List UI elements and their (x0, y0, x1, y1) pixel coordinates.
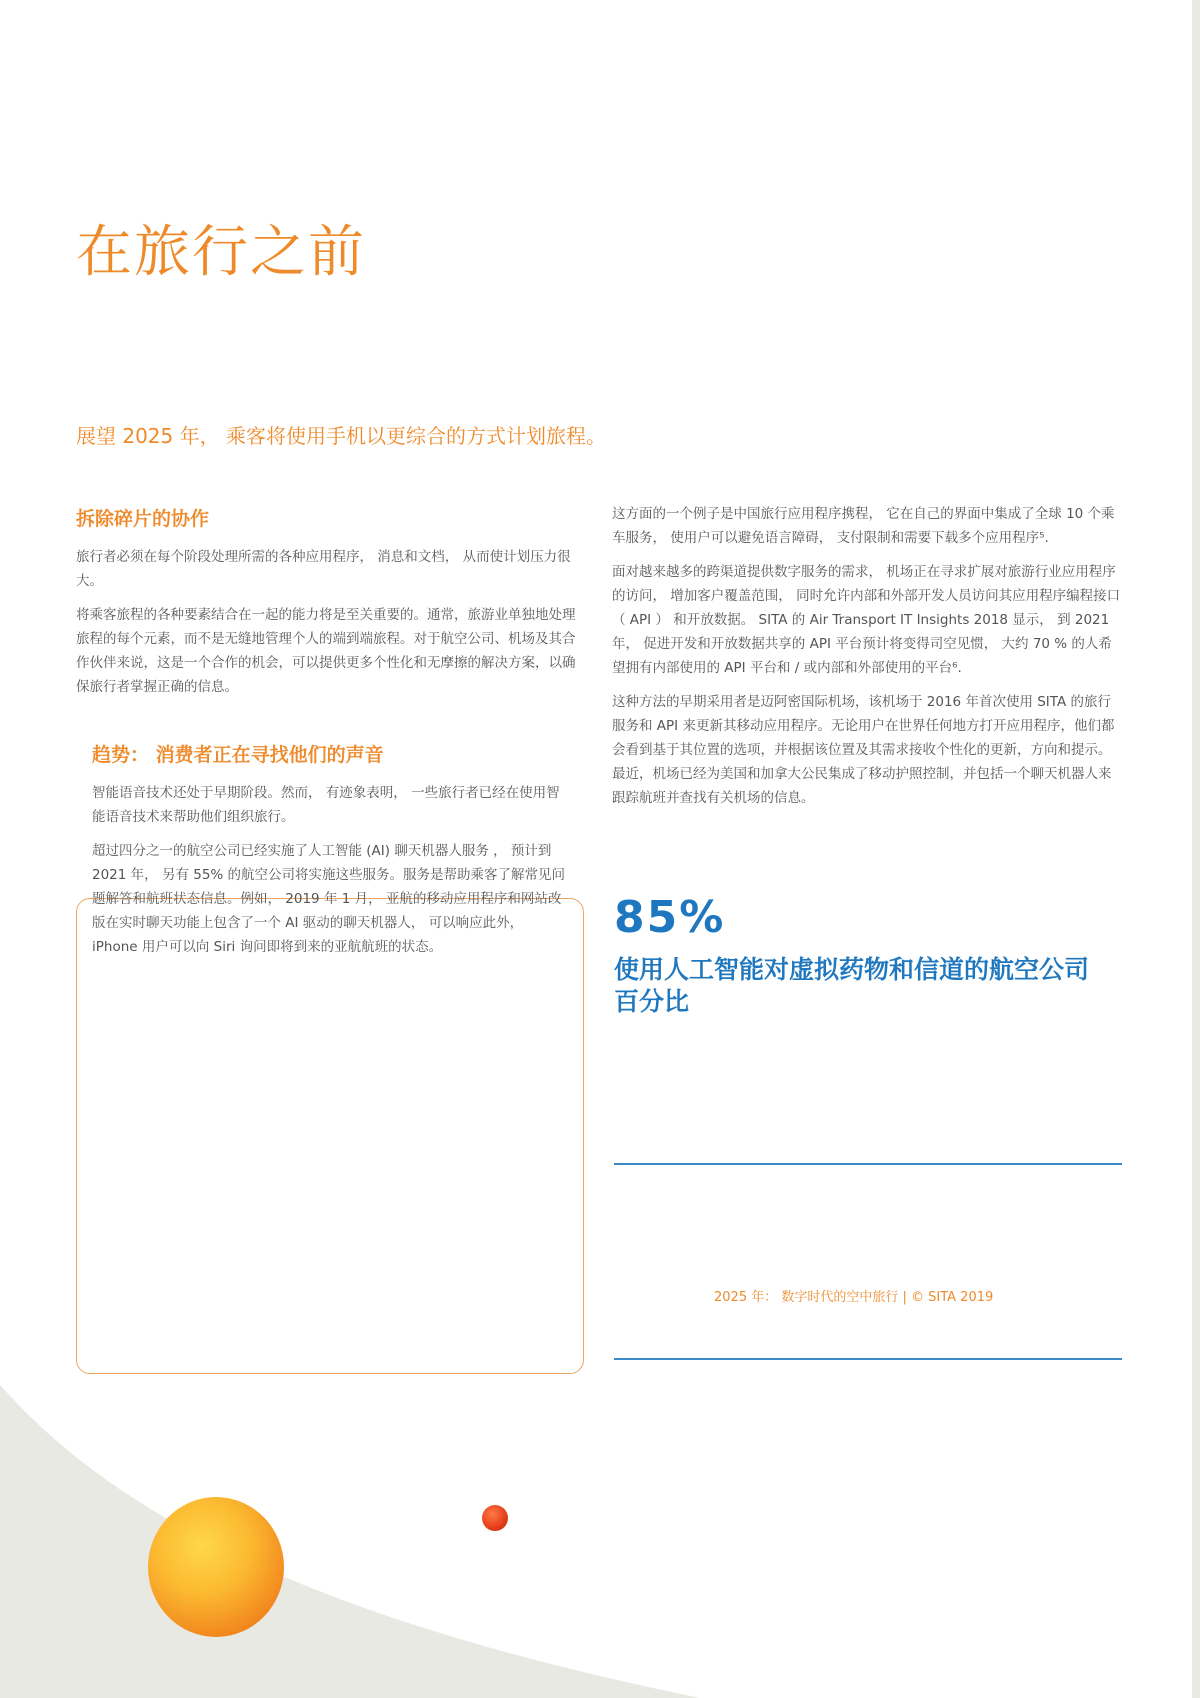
trend-paragraph-2: 超过四分之一的航空公司已经实施了人工智能 (AI) 聊天机器人服务 ， 预计到 2021 年， 另有 55% 的航空公司将实施这些服务。服务是帮助乘客了解常见问题解答和航班状态信息。例如， 2019 年 1 月， 亚航的移动应用程序和网站改版在实时聊天功能上包含了一个 AI 驱动的聊天机器人， 可以响应此外， iPhone 用户可以向 Siri 询问即将到来的亚航航班的状态。 (92, 843, 566, 955)
page-title: 在旅行之前 (76, 220, 366, 285)
orange-sphere-decoration (148, 1497, 284, 1637)
collaboration-paragraph-2: 将乘客旅程的各种要素结合在一起的能力将是至关重要的。通常，旅游业单独地处理旅程的每个元素，而不是无缝地管理个人的端到端旅程。对于航空公司、机场及其合作伙伴来说，这是一个合作的机会，可以提供更多个性化和无摩擦的解决方案，以确保旅行者掌握正确的信息。 (76, 607, 576, 695)
section-trend-heading: 趋势： 消费者正在寻找他们的声音 (92, 744, 384, 766)
divider-top (614, 1163, 1122, 1165)
section-collaboration (76, 504, 588, 709)
red-sphere-decoration (482, 1505, 508, 1531)
page-edge-strip (1192, 0, 1200, 1698)
stat-value: 85% (614, 892, 726, 943)
trend-callout-box (76, 898, 584, 1374)
page-footer: 2025 年： 数字时代的空中旅行 | © SITA 2019 (714, 1290, 994, 1305)
section-collaboration-heading: 拆除碎片的协作 (76, 508, 210, 530)
section-trend (92, 740, 572, 969)
section-right-column (612, 502, 1124, 820)
right-paragraph-2: 面对越来越多的跨渠道提供数字服务的需求， 机场正在寻求扩展对旅游行业应用程序的访问， 增加客户覆盖范围， 同时允许内部和外部开发人员访问其应用程序编程接口 （ API ） 和开放数据。 SITA 的 Air Transport IT Insights 2018 显示， 到 2021 年， 促进开发和开放数据共享的 API 平台预计将变得司空见惯， 大约 70 % 的人希望拥有内部使用的 API 平台和 / 或内部和外部使用的平台⁶. (612, 564, 1121, 676)
divider-bottom (614, 1358, 1122, 1360)
trend-paragraph-1: 智能语音技术还处于早期阶段。然而， 有迹象表明， 一些旅行者已经在使用智能语音技术来帮助他们组织旅行。 (92, 785, 560, 825)
lead-sentence: 展望 2025 年， 乘客将使用手机以更综合的方式计划旅程。 (76, 424, 606, 448)
right-paragraph-1: 这方面的一个例子是中国旅行应用程序携程， 它在自己的界面中集成了全球 10 个乘车服务， 使用户可以避免语言障碍， 支付限制和需要下载多个应用程序⁵. (612, 506, 1115, 546)
right-paragraph-3: 这种方法的早期采用者是迈阿密国际机场，该机场于 2016 年首次使用 SITA 的旅行服务和 API 来更新其移动应用程序。无论用户在世界任何地方打开应用程序，他们都会看到基于其位置的选项，并根据该位置及其需求接收个性化的更新，方向和提示。最近，机场已经为美国和加拿大公民集成了移动护照控制，并包括一个聊天机器人来跟踪航班并查找有关机场的信息。 (612, 694, 1115, 806)
collaboration-paragraph-1: 旅行者必须在每个阶段处理所需的各种应用程序， 消息和文档， 从而使计划压力很大。 (76, 549, 571, 589)
stat-label: 使用人工智能对虚拟药物和信道的航空公司百分比 (614, 955, 1090, 1016)
